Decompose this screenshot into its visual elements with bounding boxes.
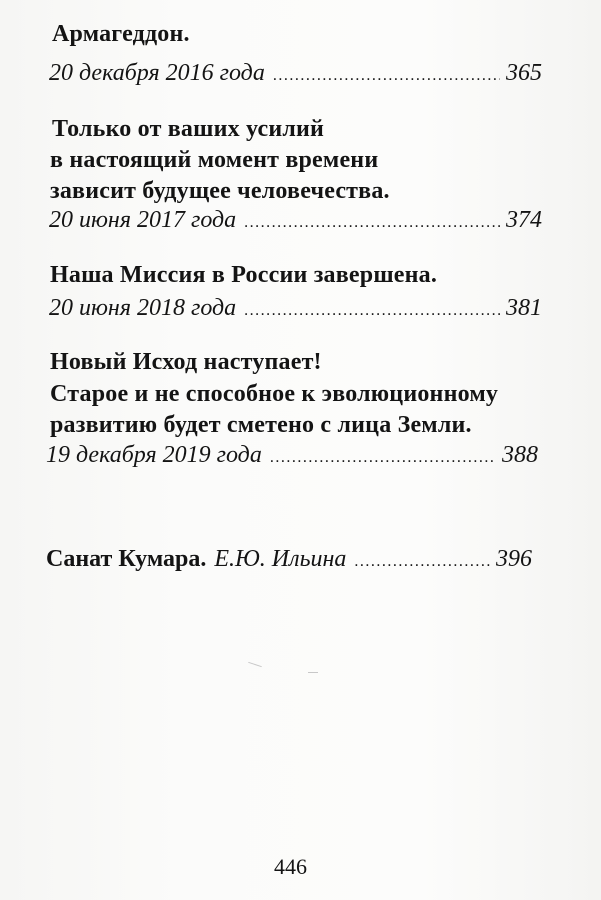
toc-author-name: Е.Ю. Ильина: [214, 546, 347, 572]
toc-entry-page: 365: [506, 60, 542, 86]
toc-entry-date: 20 декабря 2016 года: [49, 60, 265, 86]
page-number: [0, 855, 601, 879]
toc-entry-page: 381: [506, 295, 542, 321]
toc-entry-title: развитию будет сметено с лица Земли.: [50, 412, 472, 438]
toc-entry-title: Только от ваших усилий: [52, 116, 325, 142]
toc-entry-title: Старое и не способное к эволюционному: [50, 381, 499, 407]
toc-entry-date: 20 июня 2017 года: [49, 207, 237, 233]
toc-entry-date-row: [49, 61, 542, 88]
paper-speck: [308, 672, 318, 673]
leader-dots: [244, 299, 500, 323]
page-number-text: 446: [274, 854, 307, 879]
toc-entry-date-row: [49, 208, 542, 235]
toc-entry-page: 388: [502, 442, 538, 468]
leader-dots: [244, 211, 500, 235]
toc-entry-date: 20 июня 2018 года: [49, 295, 237, 321]
toc-author-entry-page: 396: [496, 546, 532, 572]
paper-speck: [248, 662, 262, 667]
toc-entry-page: 374: [506, 207, 542, 233]
toc-entry-date-row: [49, 296, 542, 323]
toc-entry-title: Наша Миссия в России завершена.: [50, 262, 438, 288]
leader-dots: [354, 550, 490, 574]
toc-entry-date: 19 декабря 2019 года: [46, 442, 262, 468]
toc-author-entry: [46, 547, 532, 574]
leader-dots: [273, 64, 500, 88]
toc-author-entry-title: Санат Кумара.: [46, 546, 207, 572]
toc-entry-date-row: [46, 443, 538, 470]
toc-entry-title: зависит будущее человечества.: [50, 178, 390, 204]
toc-entry-title: Новый Исход наступает!: [50, 349, 322, 375]
toc-entry-title: в настоящий момент времени: [50, 147, 379, 173]
toc-entry-title: Армагеддон.: [52, 21, 190, 47]
leader-dots: [270, 446, 496, 470]
